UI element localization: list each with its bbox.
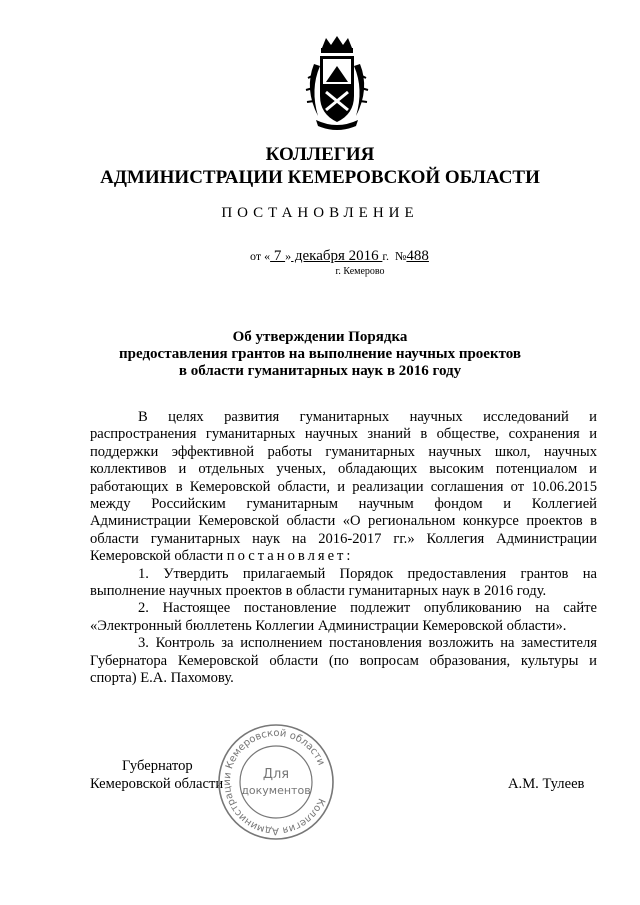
signatory-region: Кемеровской области xyxy=(90,776,224,792)
org-name-line2: АДМИНИСТРАЦИИ КЕМЕРОВСКОЙ ОБЛАСТИ xyxy=(100,167,540,188)
date-prefix: от « xyxy=(250,249,271,263)
stamp-center-line2: документов xyxy=(241,784,311,797)
org-name-line1: КОЛЛЕГИЯ xyxy=(265,144,375,165)
preamble-paragraph xyxy=(90,409,597,566)
document-number: 488 xyxy=(406,248,429,264)
svg-text:Коллегия Администрации Кемеров xyxy=(216,722,336,842)
number-label: № xyxy=(394,249,407,263)
signatory-title: Губернатор xyxy=(122,758,193,774)
title-line1: Об утверждении Порядка xyxy=(232,329,408,345)
resolves-word: постановляет: xyxy=(226,548,354,565)
item-1: 1. Утвердить прилагаемый Порядок предоставления грантов на выполнение научных проектов в области гуманитарных наук в 2016 году. xyxy=(90,565,597,600)
date-middle: » xyxy=(285,249,292,263)
stamp-ring-text: Коллегия Администрации Кемеровской области xyxy=(221,727,327,837)
stamp-center-line1: Для xyxy=(262,767,290,782)
coat-of-arms-icon xyxy=(296,34,378,134)
item-3: 3. Контроль за исполнением постановления возложить на заместителя Губернатора Кемеровской области (по вопросам образования, культуры и спорта) Е.А. Пахомову. xyxy=(90,635,597,687)
preamble-text: В целях развития гуманитарных научных исследований и распространения гуманитарных научных знаний в обществе, сохранения и поддержки эффективной работы гуманитарных научных школ, научных коллективов и отдельных ученых, обладающих высоким потенциалом и работающих в Кемеровской области, и реализации соглашения от 10.06.2015 между Российским гуманитарным научным фондом и Коллегией Администрации Кемеровской области «О региональном конкурсе проектов в области гуманитарных наук на 2016-2017 гг.» Коллегия Администрации Кемеровской области xyxy=(90,409,597,565)
official-stamp xyxy=(216,722,336,842)
date-year-suffix: г. xyxy=(382,249,389,263)
item-2: 2. Настоящее постановление подлежит опубликованию на сайте «Электронный бюллетень Коллегии Администрации Кемеровской области». xyxy=(90,600,597,634)
date-day: 7 xyxy=(270,248,286,264)
signatory-name: А.М. Тулеев xyxy=(508,776,585,792)
document-body xyxy=(90,409,597,688)
title-line3: в области гуманитарных наук в 2016 году xyxy=(178,363,462,379)
title-line2: предоставления грантов на выполнение научных проектов xyxy=(119,346,521,362)
city: г. Кемерово xyxy=(335,266,385,277)
date-number-line xyxy=(250,248,429,265)
date-month-year: декабря 2016 xyxy=(291,248,383,264)
document-type: ПОСТАНОВЛЕНИЕ xyxy=(221,205,419,221)
